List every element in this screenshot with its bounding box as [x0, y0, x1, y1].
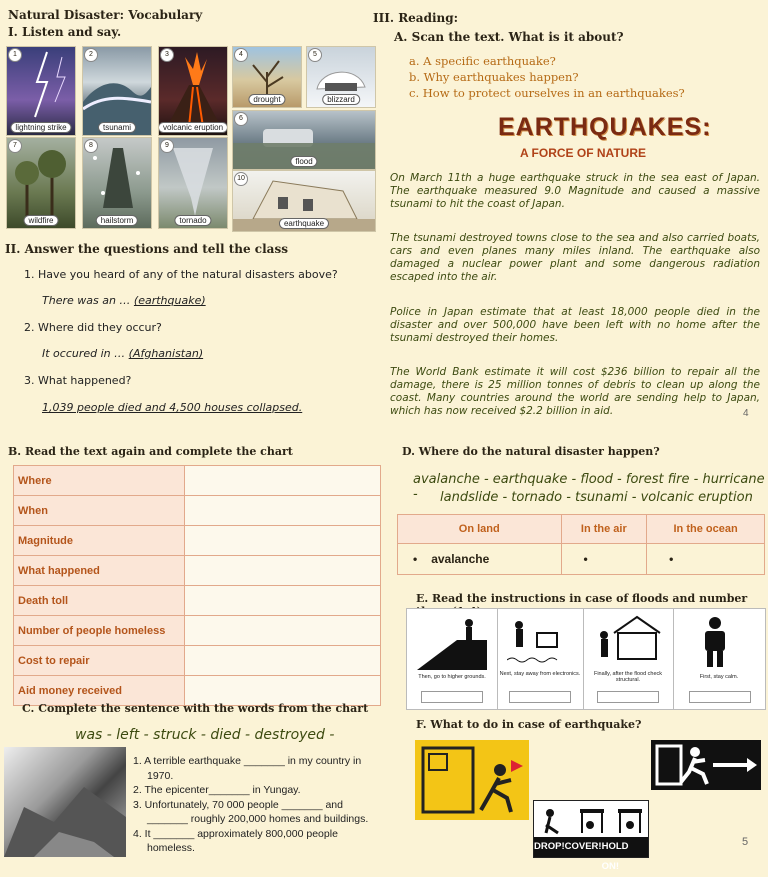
exit-door-sign: [415, 740, 529, 820]
chart-answer-cell[interactable]: [185, 586, 381, 616]
land-item: avalanche: [431, 552, 490, 566]
section-d-heading: D. Where do the natural disaster happen?: [402, 445, 660, 458]
option-c: c. How to protect ourselves in an earthquakes?: [409, 86, 685, 100]
divider: [583, 609, 584, 709]
cover-label: COVER!: [564, 841, 602, 852]
page-number-5: 5: [742, 836, 749, 848]
answer-underlined: (Afghanistan): [128, 347, 204, 360]
photo-label: tornado: [174, 215, 211, 226]
divider: [497, 609, 498, 709]
chart-row: [14, 586, 381, 616]
photo-number: 10: [234, 172, 248, 186]
scan-heading: A. Scan the text. What is it about?: [394, 30, 624, 44]
chart-row: [14, 466, 381, 496]
chart-label: Cost to repair: [14, 646, 185, 676]
section-e-heading: E. Read the instructions in case of floods and number: [416, 592, 748, 605]
bullet: •: [669, 552, 674, 566]
word-list-line-2: landslide - tornado - tsunami - volcanic eruption: [440, 490, 753, 505]
stay-calm-icon: [695, 615, 735, 670]
answer-3: 1,039 people died and 4,500 houses collapsed.: [42, 401, 303, 414]
exit-running-icon: [415, 740, 529, 820]
photo-label: volcanic eruption: [158, 122, 228, 133]
question-2: 2. Where did they occur?: [24, 321, 162, 334]
sentence-4-cont: homeless.: [147, 842, 195, 854]
chart-answer-cell[interactable]: [185, 616, 381, 646]
photo-number: 6: [234, 112, 248, 126]
answer-underlined: (earthquake): [133, 294, 206, 307]
exit-arrow-icon: [651, 740, 761, 790]
sentence-3-cont: _______ roughly 200,000 homes and buildings.: [147, 813, 369, 825]
bullet: •: [413, 552, 418, 566]
drop-cover-hold-sign: [533, 800, 649, 872]
page-title: Natural Disaster: Vocabulary: [8, 8, 203, 22]
answer-1: [42, 294, 206, 307]
word-list-line-1: avalanche - earthquake - flood - forest fire - hurricane -: [413, 472, 765, 502]
photo-label: tsunami: [98, 122, 136, 133]
info-chart: [13, 465, 381, 706]
reading-paragraph-3: Police in Japan estimate that at least 18,000 people died in the disaster and over 500,000 have been left with no home after the tsunami destroyed their homes.: [390, 306, 760, 344]
chart-label: What happened: [14, 556, 185, 586]
chart-answer-cell[interactable]: [185, 676, 381, 706]
drop-cover-hold-icon: [536, 803, 646, 837]
stay-away-electronics-icon: [507, 615, 567, 670]
photo-flood: [232, 110, 376, 170]
climb-hill-icon: [417, 615, 487, 670]
section-c-heading: C. Complete the sentence with the words from the chart: [22, 702, 369, 715]
chart-label: When: [14, 496, 185, 526]
chart-label: Death toll: [14, 586, 185, 616]
order-number-box[interactable]: [597, 691, 659, 703]
land-cell[interactable]: [398, 544, 562, 575]
photo-label: blizzard: [322, 94, 360, 105]
photo-number: 2: [84, 48, 98, 62]
question-1: 1. Have you heard of any of the natural disasters above?: [24, 268, 338, 281]
chart-answer-cell[interactable]: [185, 646, 381, 676]
chart-answer-cell[interactable]: [185, 556, 381, 586]
photo-number: 9: [160, 139, 174, 153]
answer-prefix: It occured in …: [42, 347, 129, 360]
sentence-3: 3. Unfortunately, 70 000 people _______ and: [133, 798, 343, 811]
order-number-box[interactable]: [689, 691, 751, 703]
sentence-1-cont: 1970.: [147, 769, 174, 782]
sentence-1: 1. A terrible earthquake _______ in my country in: [133, 755, 362, 767]
section-2-heading: II. Answer the questions and tell the class: [5, 242, 288, 256]
section-1-heading: I. Listen and say.: [8, 25, 122, 39]
answer-2: [42, 347, 203, 360]
chart-row: [14, 676, 381, 706]
chart-row: [14, 646, 381, 676]
photo-earthquake: [232, 170, 376, 232]
hold-label: HOLD ON!: [601, 841, 629, 872]
chart-label: Magnitude: [14, 526, 185, 556]
column-header-ocean: In the ocean: [647, 515, 765, 544]
instruction-caption: Next, stay away from electronics.: [499, 671, 581, 677]
air-cell[interactable]: [561, 544, 647, 575]
section-f-heading: F. What to do in case of earthquake?: [416, 718, 642, 731]
column-header-land: On land: [398, 515, 562, 544]
flood-instructions-panel: [406, 608, 766, 710]
rubble-icon: [4, 747, 126, 857]
sentence-4: 4. It _______ approximately 800,000 people: [133, 827, 338, 840]
divider: [673, 609, 674, 709]
instruction-caption: Then, go to higher grounds.: [418, 674, 486, 680]
instruction-caption: First, stay calm.: [699, 674, 739, 680]
sentences: [133, 754, 385, 856]
page-number: 4: [743, 408, 749, 419]
check-house-icon: [592, 613, 662, 668]
ocean-cell[interactable]: [647, 544, 765, 575]
photo-number: 8: [84, 139, 98, 153]
emergency-exit-sign: [651, 740, 761, 790]
chart-answer-cell[interactable]: [185, 496, 381, 526]
photo-number: 1: [8, 48, 22, 62]
options-list: [409, 53, 685, 101]
bullet: •: [583, 552, 588, 566]
option-a: a. A specific earthquake?: [409, 54, 556, 68]
reading-paragraph-4: The World Bank estimate it will cost $236 billion to repair all the damage, there is 25 million tonnes of debris to clean up along the coast. Many countries around the world are sending help to Japan, which has now received $2.2 billion in aid.: [390, 366, 760, 417]
chart-row: [14, 526, 381, 556]
rubble-photo: [4, 747, 126, 857]
drop-cover-hold-labels: [534, 837, 648, 872]
photo-label: hailstorm: [96, 215, 138, 226]
photo-label: flood: [290, 156, 317, 167]
question-3: 3. What happened?: [24, 374, 132, 387]
chart-row: [14, 556, 381, 586]
order-number-box[interactable]: [421, 691, 483, 703]
places-table: [397, 514, 765, 575]
reading-paragraph-2: The tsunami destroyed towns close to the sea and also carried boats, cars and even planes many miles inland. The earthquake also damaged a nuclear power plant and some dangerous radiation escaped into the air.: [390, 232, 760, 283]
photo-label: lightning strike: [10, 122, 71, 133]
section-b-heading: B. Read the text again and complete the chart: [8, 445, 293, 458]
column-header-air: In the air: [561, 515, 647, 544]
photo-label: earthquake: [279, 218, 329, 229]
photo-number: 7: [8, 139, 22, 153]
banner-subtitle: A FORCE OF NATURE: [520, 146, 646, 160]
chart-row: [14, 616, 381, 646]
instruction-caption: Finally, after the flood check structural.: [593, 671, 663, 683]
reading-paragraph-1: On March 11th a huge earthquake struck in the sea east of Japan. The earthquake measured 9.0 Magnitude and caused a massive tsunami to hit the coast of Japan.: [390, 172, 760, 210]
chart-label: Where: [14, 466, 185, 496]
chart-answer-cell[interactable]: [185, 466, 381, 496]
word-bank: was - left - struck - died - destroyed -: [75, 727, 335, 743]
photo-label: wildfire: [24, 215, 59, 226]
order-number-box[interactable]: [509, 691, 571, 703]
photo-number: 3: [160, 48, 174, 62]
drop-label: DROP!: [534, 841, 565, 852]
option-b: b. Why earthquakes happen?: [409, 70, 579, 84]
chart-row: [14, 496, 381, 526]
banner-title: EARTHQUAKES:: [498, 113, 712, 141]
section-3-heading: III. Reading:: [373, 11, 459, 25]
photo-number: 5: [308, 48, 322, 62]
sentence-2: 2. The epicenter_______ in Yungay.: [133, 784, 301, 796]
photo-label: drought: [248, 94, 285, 105]
photo-number: 4: [234, 48, 248, 62]
chart-answer-cell[interactable]: [185, 526, 381, 556]
answer-prefix: There was an …: [42, 294, 134, 307]
chart-label: Number of people homeless: [14, 616, 185, 646]
chart-label: Aid money received: [14, 676, 185, 706]
